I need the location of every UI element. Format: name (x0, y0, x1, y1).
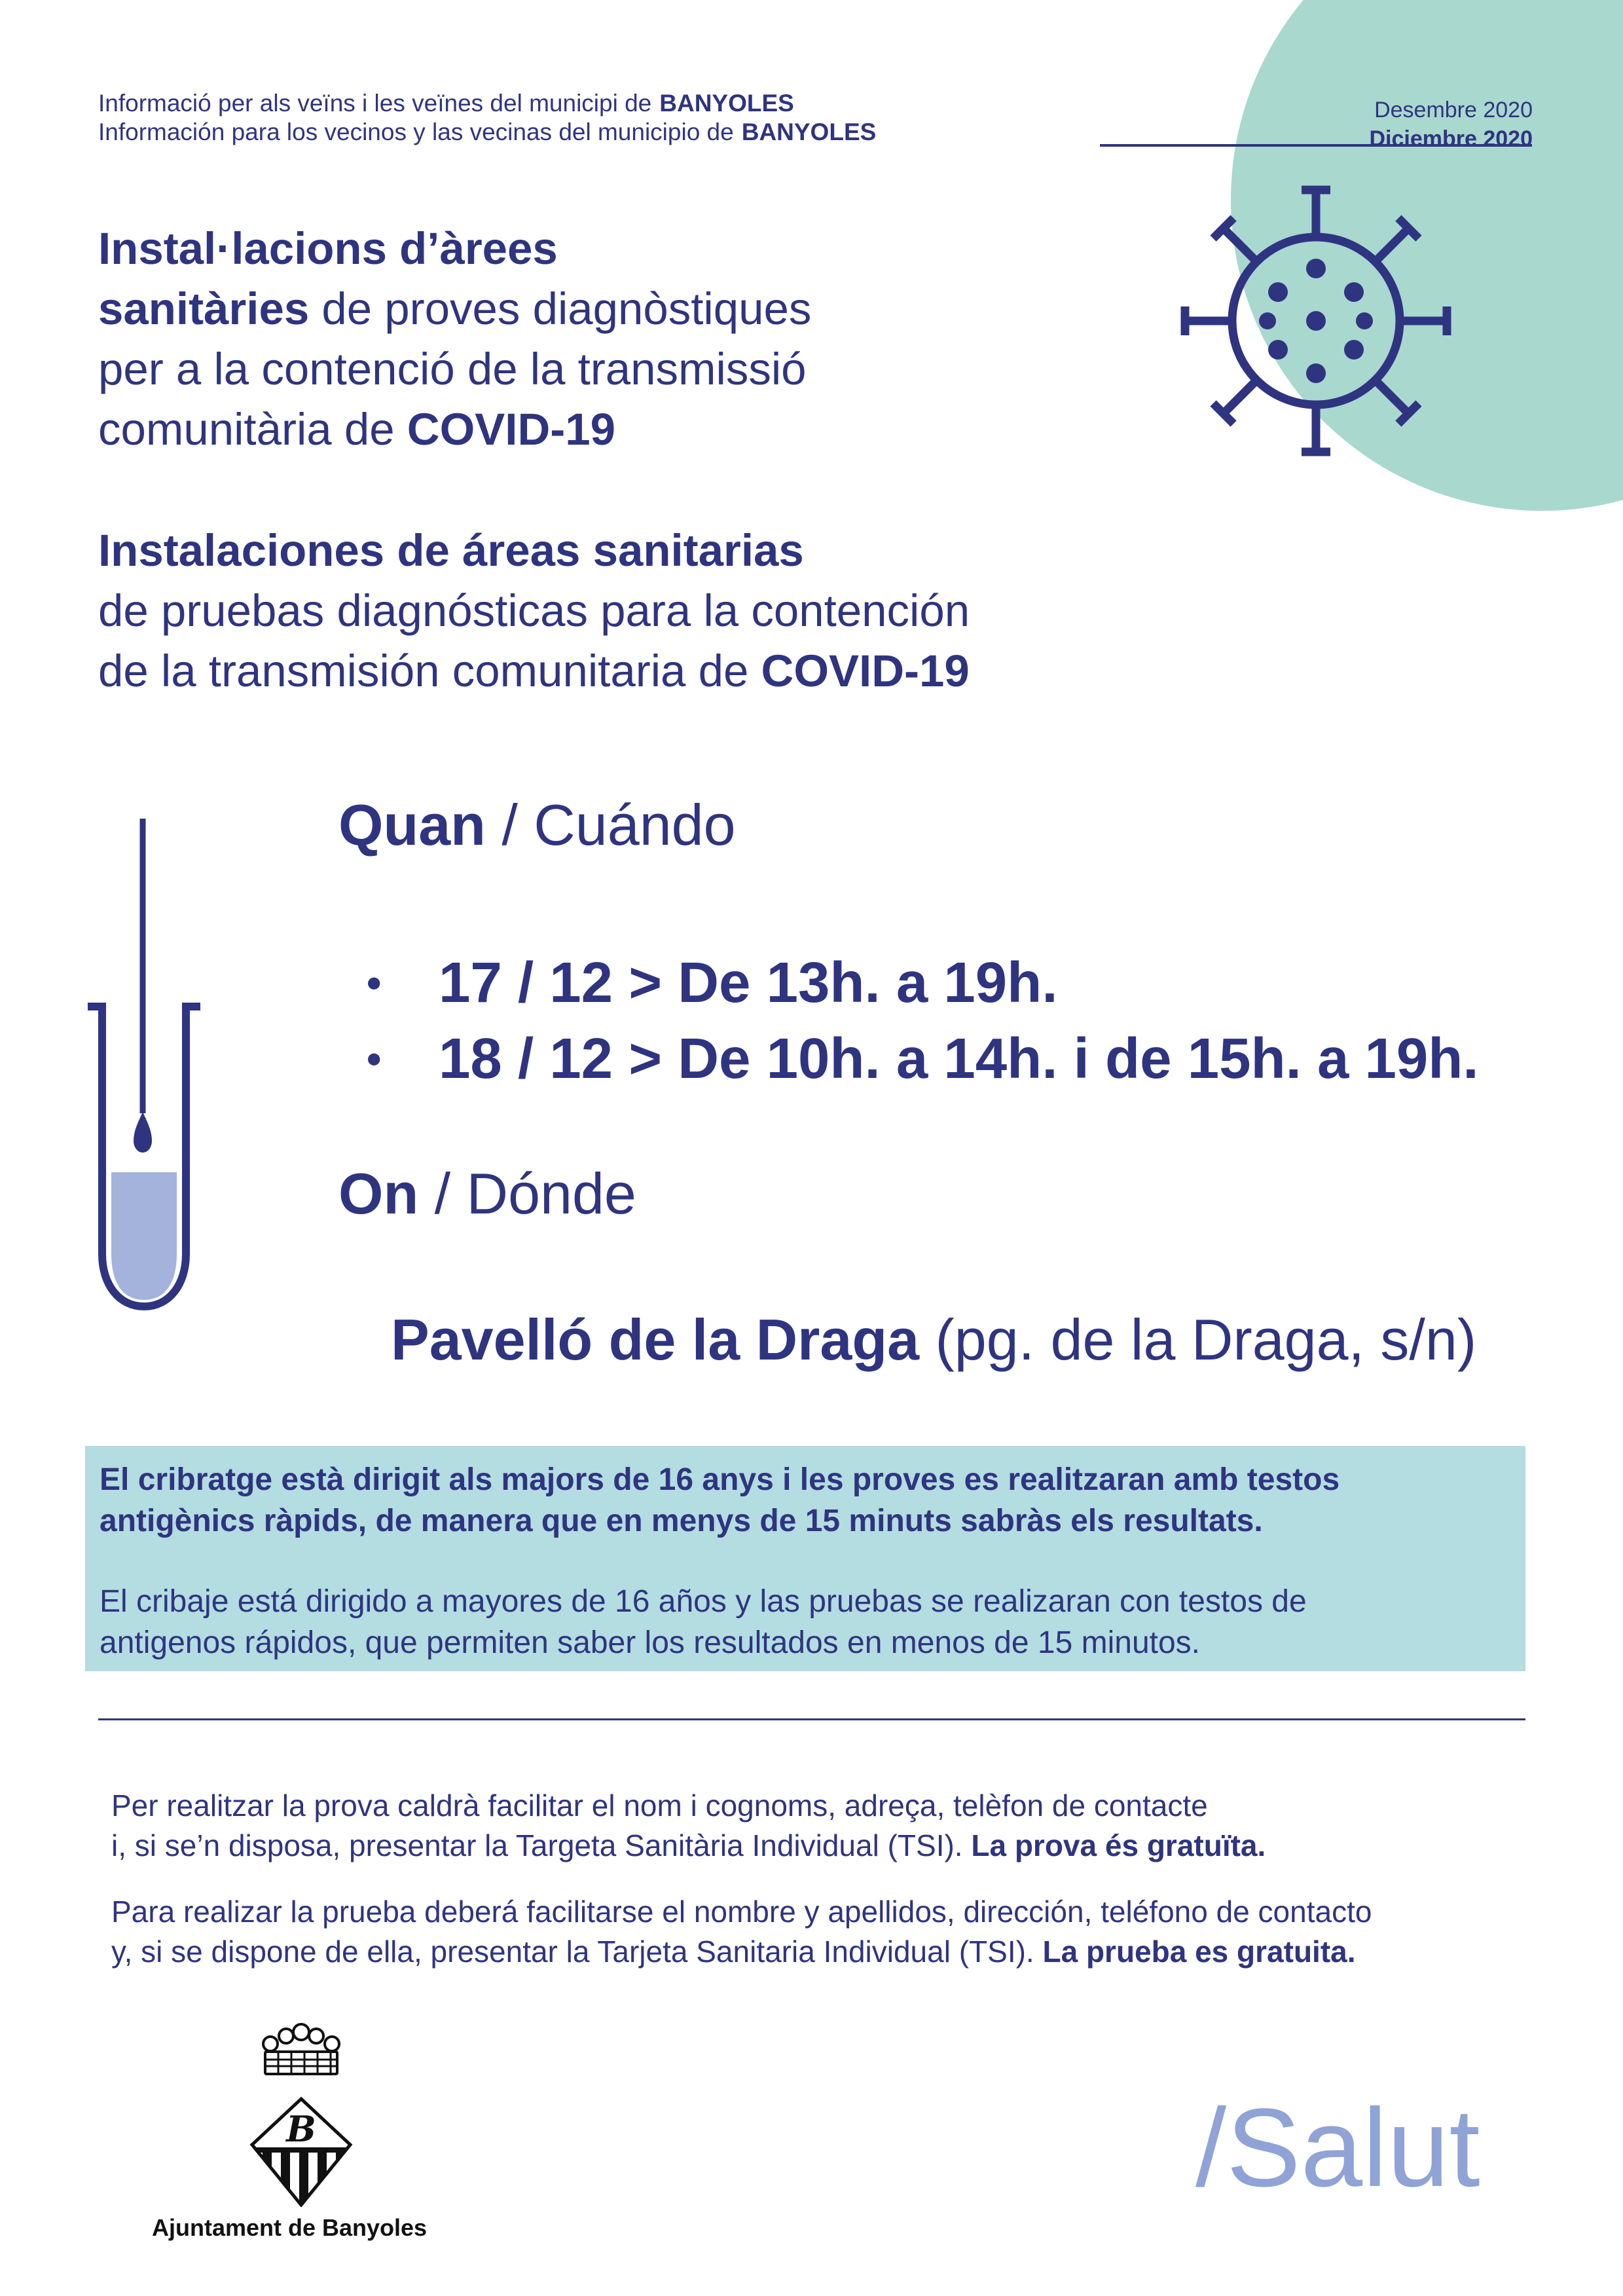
virus-icon (1178, 183, 1453, 458)
req-ca-free: La prova és gratuïta. (971, 1828, 1266, 1862)
req-es-line2: y, si se dispone de ella, presentar la Tarjeta Sanitaria Individual (TSI). (111, 1935, 1043, 1969)
list-item (367, 945, 1479, 1021)
title-es-line3-bold: COVID-19 (761, 646, 970, 696)
banyoles-crest-icon (239, 2020, 363, 2207)
where-heading (338, 1161, 636, 1227)
when-label-ca: Quan (338, 792, 486, 857)
req-ca-line1: Per realitzar la prova caldrà facilitar el nom i cognoms, adreça, telèfon de contacte (111, 1788, 1208, 1823)
title-ca-line4-bold: COVID-19 (407, 404, 615, 454)
when-heading (338, 792, 736, 858)
title-spanish (98, 521, 970, 701)
info-catalan (100, 1459, 1511, 1542)
title-ca-line3: per a la contenció de la transmissió (98, 344, 807, 394)
req-es-line1: Para realizar la prueba deberá facilitarse el nombre y apellidos, dirección, teléfono de contacto (111, 1895, 1372, 1929)
bullet: • (367, 1035, 382, 1083)
title-catalan (98, 219, 811, 460)
header-audience (98, 89, 876, 147)
title-ca-line2-rest: de proves diagnòstiques (309, 284, 812, 334)
schedule-item-2: 18 / 12 > De 10h. a 14h. i de 15h. a 19h. (439, 1027, 1479, 1090)
info-es-line2: antigenos rápidos, que permiten saber los resultados en menos de 15 minutos. (100, 1625, 1201, 1660)
header-town-ca: BANYOLES (659, 90, 794, 117)
title-ca-line4-prefix: comunitària de (98, 404, 407, 454)
schedule-item-1: 17 / 12 > De 13h. a 19h. (439, 951, 1058, 1014)
location-address: (pg. de la Draga, s/n) (919, 1307, 1477, 1372)
req-ca-line2: i, si se’n disposa, presentar la Targeta Sanitària Individual (TSI). (111, 1828, 972, 1862)
bullet: • (367, 959, 382, 1007)
list-item (367, 1021, 1479, 1097)
where-label-ca: On (338, 1161, 419, 1226)
header-line-es: Información para los vecinos y las vecinas del municipio de (98, 119, 734, 145)
info-box (85, 1446, 1525, 1671)
section-name: /Salut (1195, 2086, 1480, 2210)
council-name: Ajuntament de Banyoles (152, 2214, 428, 2241)
header-divider (1100, 144, 1532, 147)
title-es-line2: de pruebas diagnósticas para la contención (98, 585, 970, 636)
title-es-line3-prefix: de la transmisión comunitaria de (98, 646, 761, 696)
schedule-list (367, 945, 1479, 1097)
header-town-es: BANYOLES (741, 119, 877, 145)
date-es: Diciembre 2020 (1369, 126, 1533, 151)
requirements (111, 1786, 1372, 1972)
req-ca (111, 1786, 1372, 1866)
req-es-free: La prueba es gratuita. (1042, 1935, 1356, 1969)
where-label-es: / Dónde (418, 1161, 636, 1226)
section-divider (98, 1718, 1525, 1720)
location-name: Pavelló de la Draga (391, 1307, 920, 1372)
header-line-ca: Informació per als veïns i les veïnes del municipi de (98, 90, 652, 117)
info-spanish (100, 1581, 1511, 1663)
date-ca: Desembre 2020 (1374, 98, 1533, 122)
info-es-line1: El cribaje está dirigido a mayores de 16 años y las pruebas se realizaran con testos de (100, 1584, 1307, 1619)
crest-letter: B (286, 2108, 316, 2150)
location (391, 1307, 1476, 1373)
test-tube-icon (85, 819, 203, 1316)
info-ca-line1: El cribratge està dirigit als majors de 16 anys i les proves es realitzaran amb testos (100, 1462, 1340, 1497)
title-ca-line2-bold: sanitàries (98, 284, 310, 334)
title-ca-line1: Instal·lacions d’àrees (98, 223, 558, 274)
when-label-es: / Cuándo (485, 792, 736, 857)
title-es-line1: Instalaciones de áreas sanitarias (98, 525, 804, 576)
info-ca-line2: antigènics ràpids, de manera que en menys de 15 minuts sabràs els resultats. (100, 1504, 1263, 1538)
req-es (111, 1892, 1372, 1972)
